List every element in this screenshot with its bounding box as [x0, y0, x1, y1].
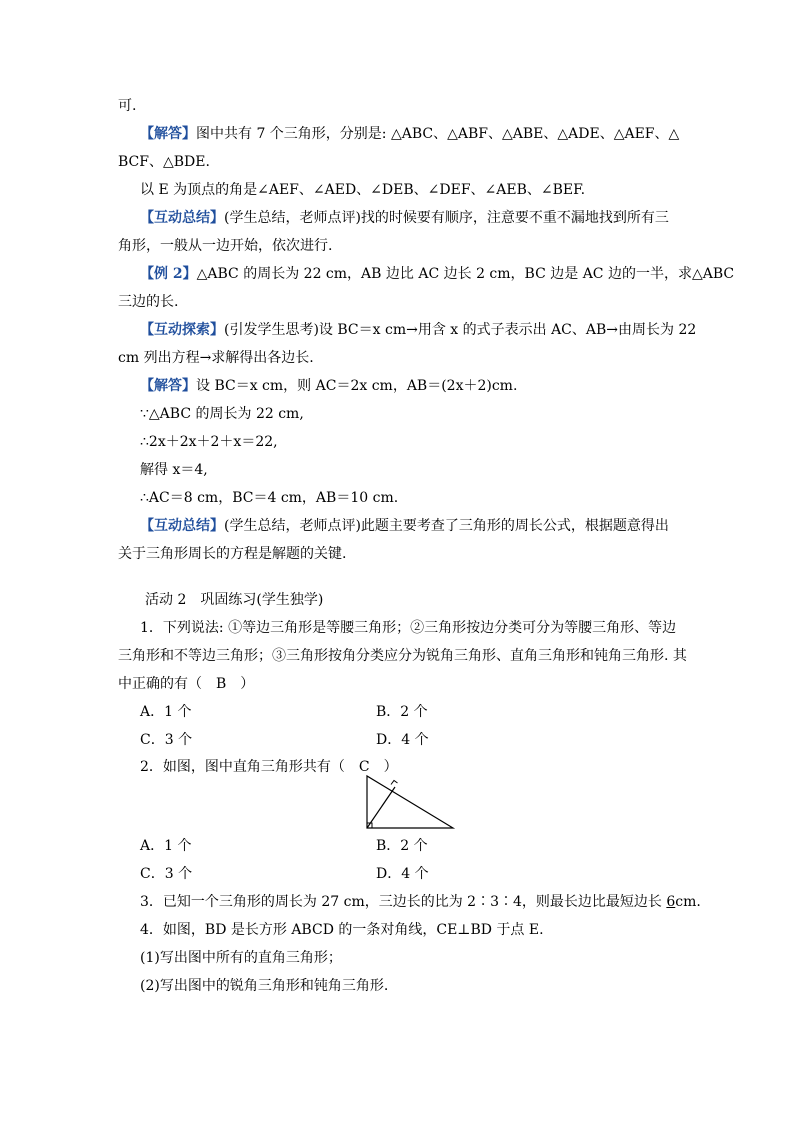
option-d [376, 864, 429, 884]
summary-tag: 【互动总结】 [140, 210, 224, 226]
example-tag: 【例 2】 [140, 266, 197, 282]
option-b [376, 836, 428, 856]
text: A．1 个 [140, 838, 192, 854]
option-d [376, 730, 429, 750]
text: 关于三角形周长的方程是解题的关键. [118, 546, 347, 562]
text: B．2 个 [376, 704, 428, 720]
solution-tag: 【解答】 [140, 126, 196, 142]
text: (学生总结，老师点评)此题主要考查了三角形的周长公式，根据题意得出 [224, 518, 669, 534]
text: 3．已知一个三角形的周长为 27 cm，三边长的比为 2∶3∶4，则最长边比最短边长 [140, 894, 667, 910]
text-line [118, 674, 254, 694]
text-line [140, 976, 388, 996]
text-line [118, 96, 136, 116]
text: 4．如图，BD 是长方形 ABCD 的一条对角线，CE⊥BD 于点 E. [140, 922, 544, 938]
text-line [140, 757, 398, 777]
text: 三边的长. [118, 294, 179, 310]
text-line [118, 646, 687, 666]
altitude-line [367, 787, 395, 828]
summary-line [140, 208, 669, 228]
solution-tag: 【解答】 [140, 378, 196, 394]
option-c [140, 730, 192, 750]
text: D．4 个 [376, 866, 429, 882]
text: C．3 个 [140, 732, 193, 748]
text: ∵△ABC 的周长为 22 cm, [140, 406, 304, 422]
section-heading [145, 590, 323, 610]
text: 活动 2 巩固练习(学生独学) [145, 592, 324, 608]
text-line [140, 432, 278, 452]
text: cm. [675, 894, 701, 910]
summary-tag: 【互动总结】 [140, 518, 224, 534]
text-line [140, 180, 585, 200]
example-line [140, 264, 734, 284]
text: 设 BC＝x cm，则 AC＝2x cm，AB＝(2x＋2)cm. [196, 378, 518, 394]
text: (1)写出图中所有的直角三角形； [140, 950, 342, 966]
text-line [118, 152, 210, 172]
text: 三角形和不等边三角形；③三角形按角分类应分为锐角三角形、直角三角形和钝角三角形. 其 [118, 648, 687, 664]
text-line [118, 544, 346, 564]
text: 图中共有 7 个三角形，分别是: △ABC、△ABF、△ABE、△ADE、△AEF、△ [196, 126, 680, 142]
text: (学生总结，老师点评)找的时候要有顺序，注意要不重不漏地找到所有三 [224, 210, 669, 226]
text-line [140, 948, 342, 968]
text-line [140, 618, 676, 638]
text: 角形，一般从一边开始，依次进行. [118, 238, 333, 254]
text: 中正确的有（ B ） [118, 676, 255, 692]
text: 可. [118, 98, 137, 114]
text-line [140, 404, 304, 424]
outer-triangle [367, 776, 453, 828]
text: cm 列出方程→求解得出各边长. [118, 350, 314, 366]
text: 1．下列说法: ①等边三角形是等腰三角形；②三角形按边分类可分为等腰三角形、等边 [140, 620, 677, 636]
text-line [118, 292, 178, 312]
text: B．2 个 [376, 838, 428, 854]
text: D．4 个 [376, 732, 429, 748]
text-line [140, 460, 208, 480]
right-angle-mark [391, 781, 398, 785]
text: (引发学生思考)设 BC＝x cm→用含 x 的式子表示出 AC、AB→由周长为 22 [224, 322, 697, 338]
text-line [118, 236, 332, 256]
text: C．3 个 [140, 866, 193, 882]
explore-tag: 【互动探索】 [140, 322, 224, 338]
option-a [140, 836, 191, 856]
summary-line [140, 516, 669, 536]
text: A．1 个 [140, 704, 192, 720]
text: 2．如图，图中直角三角形共有（ C ） [140, 759, 398, 775]
answer-blank: 6 [666, 894, 676, 910]
solution-line [140, 376, 517, 396]
option-b [376, 702, 428, 722]
solution-line [140, 124, 679, 144]
text: 以 E 为顶点的角是∠AEF、∠AED、∠DEB、∠DEF、∠AEB、∠BEF. [140, 182, 586, 198]
option-a [140, 702, 191, 722]
option-c [140, 864, 192, 884]
text: ∴2x＋2x＋2＋x＝22, [140, 434, 278, 450]
explore-line [140, 320, 696, 340]
text: BCF、△BDE. [118, 154, 210, 170]
text-line [140, 892, 701, 912]
text: 解得 x＝4, [140, 462, 208, 478]
text: △ABC 的周长为 22 cm，AB 边比 AC 边长 2 cm，BC 边是 AC 边的一半，求△ABC [196, 266, 735, 282]
right-triangle-figure [360, 773, 460, 831]
text: (2)写出图中的锐角三角形和钝角三角形. [140, 978, 389, 994]
text-line [118, 348, 314, 368]
text-line [140, 920, 544, 940]
text-line [140, 488, 398, 508]
text: ∴AC＝8 cm，BC＝4 cm，AB＝10 cm. [140, 490, 399, 506]
